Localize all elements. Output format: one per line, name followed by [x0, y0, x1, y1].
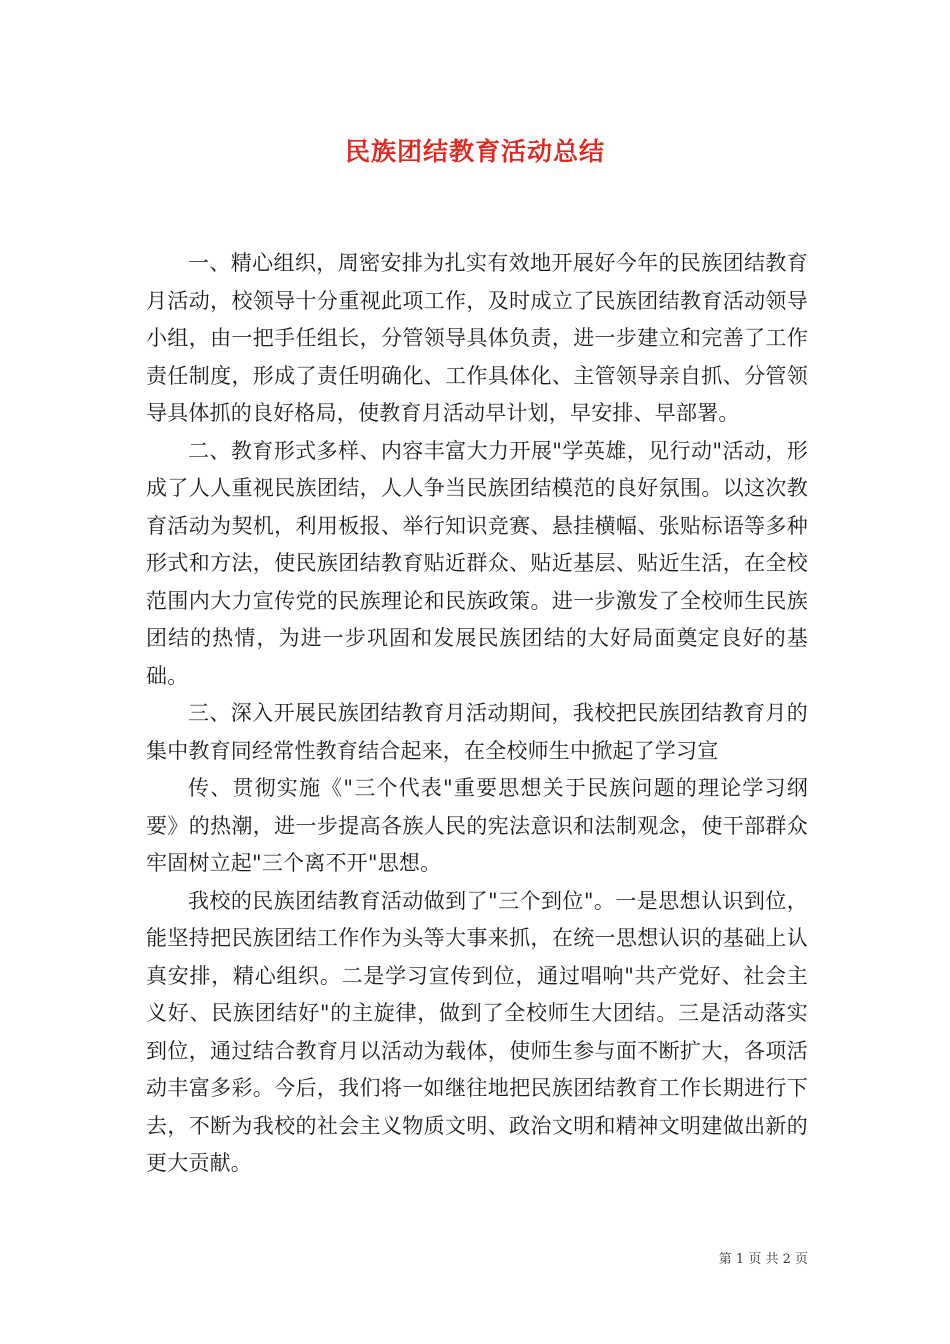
paragraph-4: 传、贯彻实施《"三个代表"重要思想关于民族问题的理论学习纲要》的热潮，进一步提高各族人民的宪法意识和法制观念，使干部群众牢固树立起"三个离不开"思想。 [146, 776, 808, 875]
paragraph-1: 一、精心组织，周密安排为扎实有效地开展好今年的民族团结教育月活动，校领导十分重视此项工作，及时成立了民族团结教育活动领导小组，由一把手任组长，分管领导具体负责，进一步建立和完善了工作责任制度，形成了责任明确化、工作具体化、主管领导亲自抓、分管领导具体抓的良好格局，使教育月活动早计划，早安排、早部署。 [146, 251, 808, 425]
paragraph-2: 二、教育形式多样、内容丰富大力开展"学英雄，见行动"活动，形成了人人重视民族团结，人人争当民族团结模范的良好氛围。以这次教育活动为契机，利用板报、举行知识竞赛、悬挂横幅、张贴标语等多种形式和方法，使民族团结教育贴近群众、贴近基层、贴近生活，在全校范围内大力宣传党的民族理论和民族政策。进一步激发了全校师生民族团结的热情，为进一步巩固和发展民族团结的大好局面奠定良好的基础。 [146, 438, 808, 688]
document-body [146, 245, 808, 1183]
page-number-footer: 第 1 页 共 2 页 [718, 1252, 808, 1267]
document-title: 民族团结教育活动总结 [344, 137, 605, 166]
paragraph-5: 我校的民族团结教育活动做到了"三个到位"。一是思想认识到位，能坚持把民族团结工作作为头等大事来抓，在统一思想认识的基础上认真安排，精心组织。二是学习宣传到位，通过唱响"共产党好、社会主义好、民族团结好"的主旋律，做到了全校师生大团结。三是活动落实到位，通过结合教育月以活动为载体，使师生参与面不断扩大，各项活动丰富多彩。今后，我们将一如继往地把民族团结教育工作长期进行下去，不断为我校的社会主义物质文明、政治文明和精神文明建做出新的更大贡献。 [146, 888, 808, 1175]
paragraph-3: 三、深入开展民族团结教育月活动期间，我校把民族团结教育月的集中教育同经常性教育结合起来，在全校师生中掀起了学习宣 [146, 701, 808, 763]
